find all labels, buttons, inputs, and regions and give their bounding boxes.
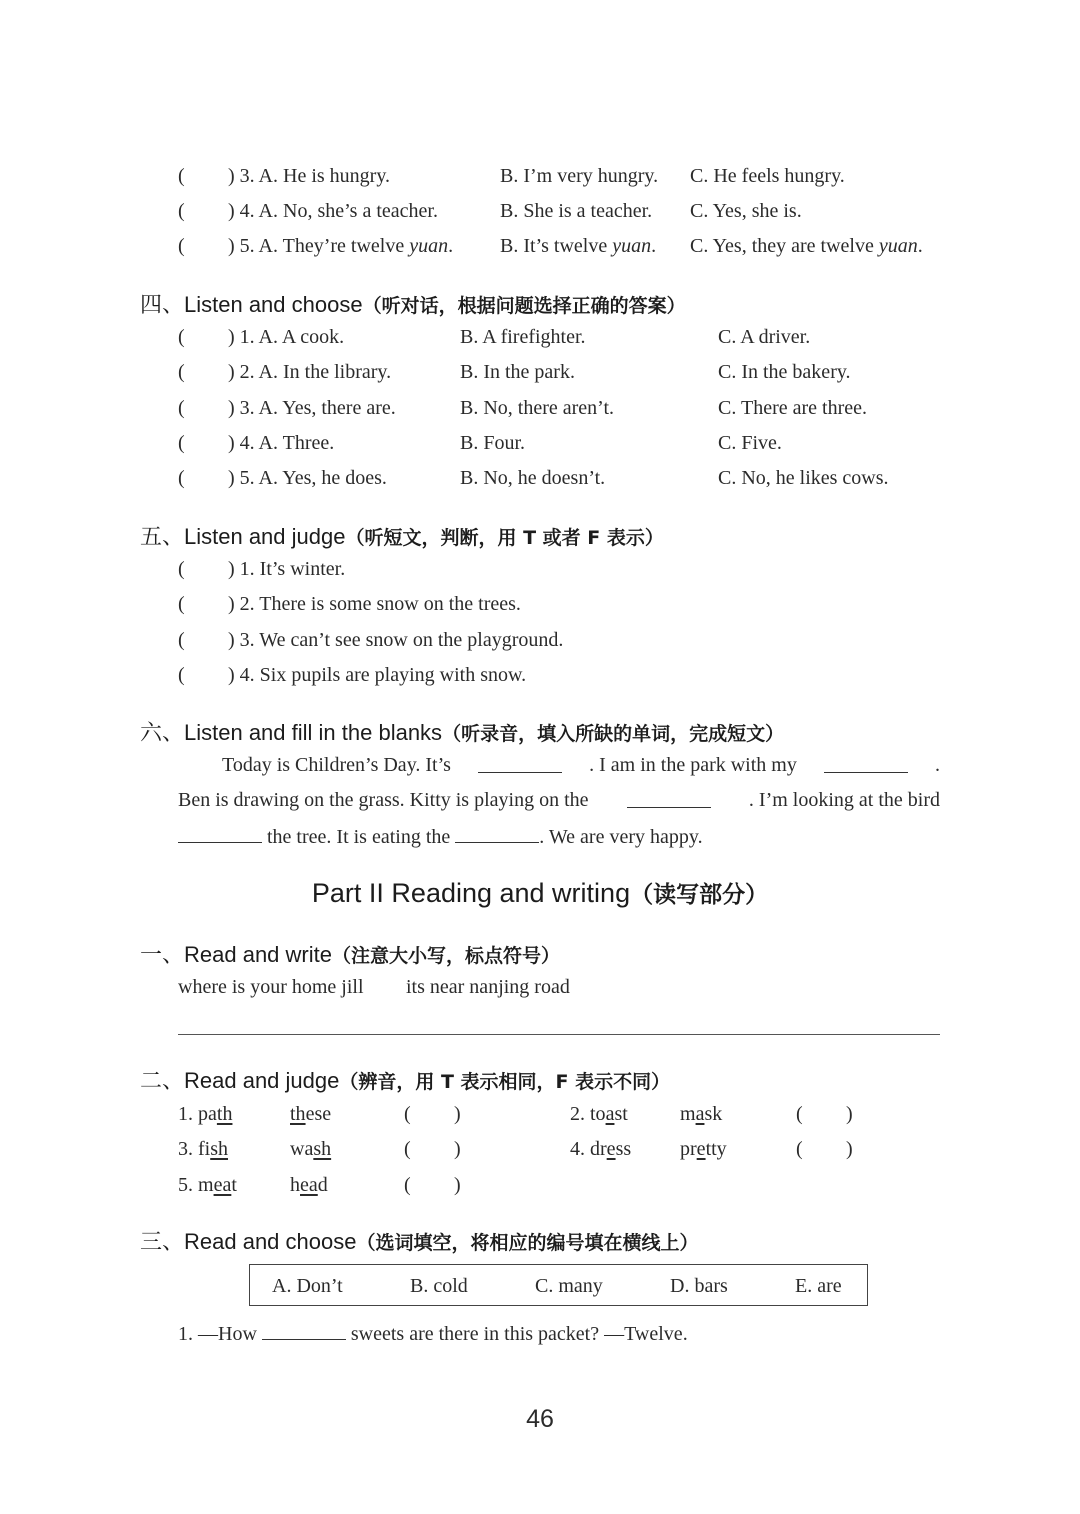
answer-paren-open: (: [404, 1173, 411, 1196]
option-b: B. In the park.: [460, 361, 575, 384]
question-3-option-c: C. He feels hungry.: [690, 165, 845, 187]
option-a: ) 4. A. Three.: [228, 431, 335, 454]
question-4-option-a: ) 4. A. No, she’s a teacher.: [228, 200, 438, 222]
answer-paren-close: ): [454, 1138, 461, 1161]
question-4-option-c: C. Yes, she is.: [690, 200, 802, 222]
word-2: wash: [290, 1138, 332, 1161]
paren-open: (: [178, 663, 185, 686]
part-title: Part II Reading and writing（读写部分）: [311, 878, 769, 908]
blank[interactable]: [627, 789, 711, 808]
paren-open: (: [178, 165, 185, 187]
option-a: ) 2. A. In the library.: [228, 361, 392, 384]
section-heading: 四、Listen and choose（听对话，根据问题选择正确的答案）: [140, 292, 686, 317]
answer-paren-close: ): [454, 1173, 461, 1196]
word-1: 5. meat: [178, 1173, 237, 1196]
option-a: ) 1. A. A cook.: [228, 326, 345, 348]
blank[interactable]: [478, 754, 562, 773]
paren-open: (: [178, 467, 185, 490]
word-2: head: [290, 1173, 328, 1196]
answer-paren-close: ): [454, 1103, 461, 1125]
question-5-option-c: C. Yes, they are twelve yuan.: [690, 235, 923, 257]
option-c: C. A driver.: [718, 326, 811, 348]
option-b: B. No, he doesn’t.: [460, 467, 606, 490]
blank[interactable]: [455, 824, 539, 843]
word-1: 2. toast: [570, 1103, 628, 1125]
judge-statement: ) 4. Six pupils are playing with snow.: [228, 663, 527, 686]
option-b: B. No, there aren’t.: [460, 396, 615, 419]
judge-statement: ) 2. There is some snow on the trees.: [228, 593, 521, 616]
option-a: ) 3. A. Yes, there are.: [228, 396, 396, 419]
judge-statement: ) 3. We can’t see snow on the playground.: [228, 628, 564, 651]
option-c: C. No, he likes cows.: [718, 467, 889, 490]
answer-paren-open: (: [796, 1138, 803, 1161]
paren-open: (: [178, 431, 185, 454]
section-heading: 二、Read and judge（辨音，用 T 表示相同，F 表示不同）: [140, 1068, 671, 1093]
page-number: 46: [526, 1405, 554, 1433]
option-c: C. In the bakery.: [718, 361, 851, 384]
option-b: B. Four.: [460, 431, 526, 454]
word-option: C. many: [535, 1275, 603, 1297]
question-4-option-b: B. She is a teacher.: [500, 200, 653, 222]
section-heading: 三、Read and choose（选词填空，将相应的编号填在横线上）: [140, 1229, 699, 1254]
option-b: B. A firefighter.: [460, 326, 586, 348]
word-option: A. Don’t: [272, 1275, 343, 1297]
word-option: E. are: [795, 1275, 842, 1297]
question-5-option-a: ) 5. A. They’re twelve yuan.: [228, 235, 454, 257]
answer-paren-close: ): [846, 1138, 853, 1161]
paren-open: (: [178, 558, 185, 580]
passage-line-1: Today is Children’s Day. It’s . I am in the park with my .: [222, 754, 940, 776]
paren-open: (: [178, 235, 185, 257]
word-2: pretty: [680, 1138, 727, 1161]
paren-open: (: [178, 396, 185, 419]
word-option: B. cold: [410, 1275, 468, 1297]
word-1: 1. path: [178, 1103, 233, 1125]
word-2: these: [290, 1103, 332, 1125]
option-a: ) 5. A. Yes, he does.: [228, 467, 387, 490]
word-1: 4. dress: [570, 1138, 632, 1161]
answer-paren-open: (: [404, 1138, 411, 1161]
paren-open: (: [178, 593, 185, 616]
word-option: D. bars: [670, 1275, 728, 1297]
section-heading: 一、Read and write（注意大小写，标点符号）: [140, 942, 560, 967]
prompt-text: where is your home jill: [178, 976, 364, 998]
blank[interactable]: [824, 754, 908, 773]
question-3-option-a: ) 3. A. He is hungry.: [228, 165, 391, 187]
option-c: C. There are three.: [718, 396, 867, 419]
paren-open: (: [178, 361, 185, 384]
answer-paren-open: (: [796, 1103, 803, 1125]
answer-paren-close: ): [846, 1103, 853, 1125]
section-heading: 五、Listen and judge（听短文，判断，用 T 或者 F 表示）: [140, 524, 664, 549]
word-2: mask: [680, 1103, 723, 1125]
passage-line-3: the tree. It is eating the . We are very happy.: [178, 824, 703, 849]
option-c: C. Five.: [718, 431, 782, 454]
blank[interactable]: [178, 824, 262, 843]
paren-open: (: [178, 326, 185, 348]
answer-line[interactable]: [178, 1034, 940, 1035]
judge-statement: ) 1. It’s winter.: [228, 558, 346, 580]
passage-line-2: Ben is drawing on the grass. Kitty is playing on the . I’m looking at the bird: [178, 789, 940, 811]
section-heading: 六、Listen and fill in the blanks（听录音，填入所缺的单词，完成短文）: [140, 720, 785, 745]
answer-paren-open: (: [404, 1103, 411, 1125]
prompt-text: its near nanjing road: [406, 976, 570, 998]
question-3-option-b: B. I’m very hungry.: [500, 165, 659, 187]
paren-open: (: [178, 200, 185, 222]
question-5-option-b: B. It’s twelve yuan.: [500, 235, 657, 257]
paren-open: (: [178, 628, 185, 651]
blank[interactable]: [262, 1321, 346, 1340]
word-1: 3. fish: [178, 1138, 229, 1161]
question-1: 1. —How sweets are there in this packet? —Twelve.: [178, 1323, 688, 1345]
